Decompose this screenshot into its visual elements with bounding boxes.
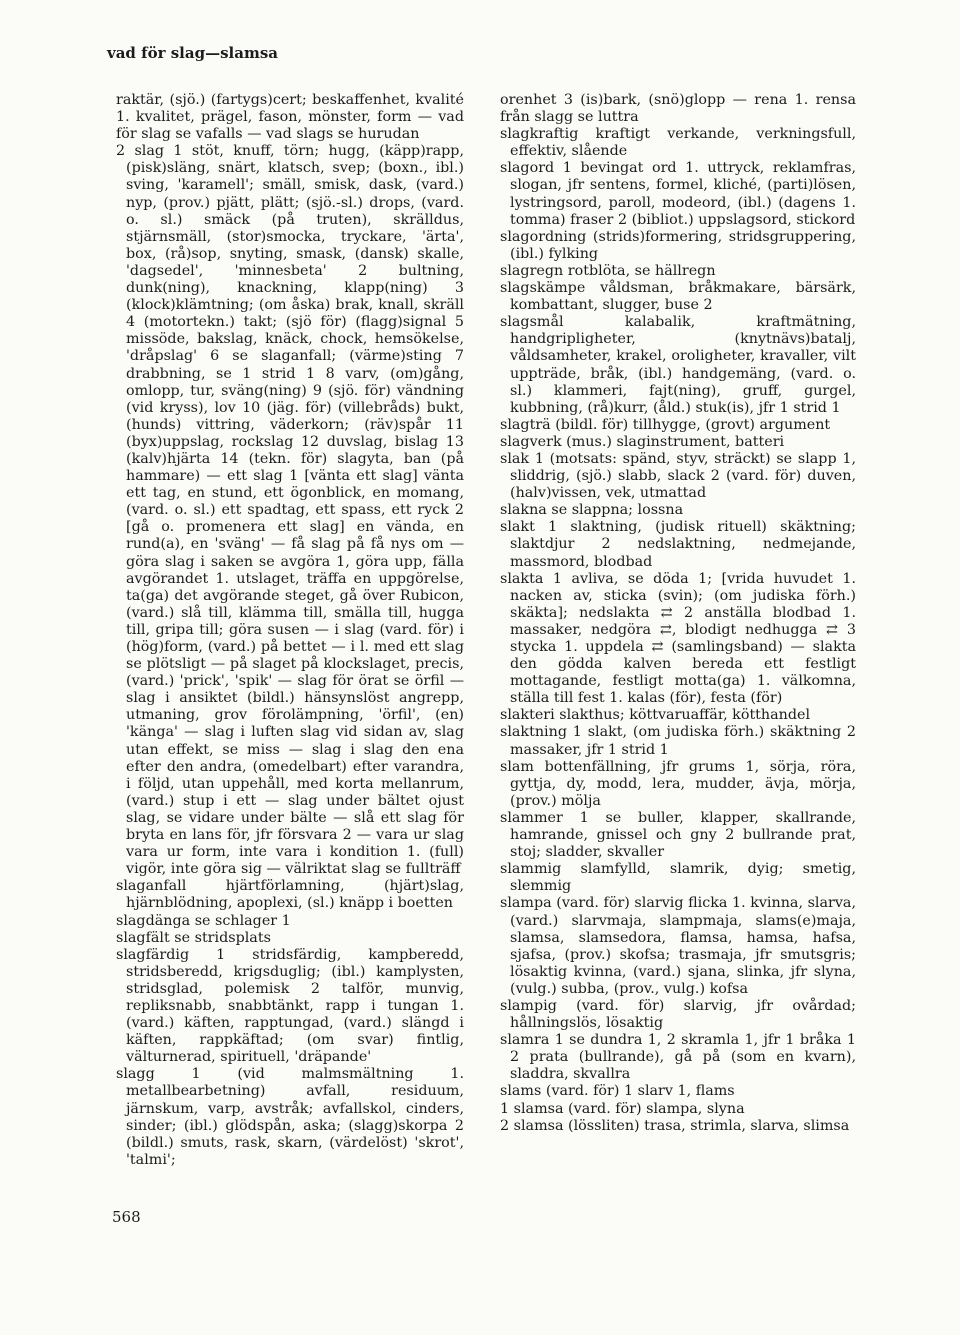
dictionary-entry: slamra 1 se dundra 1, 2 skramla 1, jfr 1 bråka 1 2 prata (bullrande), gå på (som en kvarn), sladdra, skvallra xyxy=(500,1032,856,1083)
running-head: vad för slag—slamsa xyxy=(107,44,278,62)
dictionary-entry: 2 slamsa (lössliten) trasa, strimla, slarva, slimsa xyxy=(500,1117,850,1134)
dictionary-entry: slampa (vard. för) slarvig flicka 1. kvinna, slarva, (vard.) slarvmaja, slampmaja, slams(e)maja, slamsa, slamsedora, flamsa, hamsa, hafsa, sjafsa, (prov.) skofsa; trasmaja, jfr smutsgris; lösaktig kvinna, (vard.) sjana, slinka, jfr slyna, (vulg.) subba, (prov., vulg.) kofsa xyxy=(500,895,856,997)
dictionary-entry: slakt 1 slaktning, (judisk rituell) skäktning; slaktdjur 2 nedslaktning, nedmejande, massmord, blodbad xyxy=(500,519,856,570)
dictionary-entry: orenhet 3 (is)bark, (snö)glopp — rena 1. rensa från slagg se luttra xyxy=(500,92,856,126)
dictionary-entry: slagregn rotblöta, se hällregn xyxy=(500,262,716,279)
right-column xyxy=(500,92,856,1135)
dictionary-entry: slakna se slappna; lossna xyxy=(500,502,684,519)
dictionary-entry: slaganfall hjärtförlamning, (hjärt)slag, hjärnblödning, apoplexi, (sl.) knäpp i boetten xyxy=(116,878,464,912)
dictionary-entry: slagskämpe våldsman, bråkmakare, bärsärk, kombattant, slugger, buse 2 xyxy=(500,280,856,314)
left-column xyxy=(116,92,464,1169)
dictionary-entry: slams (vard. för) 1 slarv 1, flams xyxy=(500,1083,735,1100)
dictionary-entry: slammer 1 se buller, klapper, skallrande, hamrande, gnissel och gny 2 bullrande prat, stoj; sladder, skvaller xyxy=(500,809,856,861)
dictionary-entry: slam bottenfällning, jfr grums 1, sörja, röra, gyttja, dy, modd, lera, mudder, ävja, mörja, (prov.) mölja xyxy=(500,758,856,809)
page-number: 568 xyxy=(112,1208,141,1226)
dictionary-entry: slagträ (bildl. för) tillhygge, (grovt) argument xyxy=(500,416,831,433)
dictionary-entry: slagverk (mus.) slaginstrument, batteri xyxy=(500,433,785,450)
dictionary-entry: slagordning (strids)formering, stridsgruppering, (ibl.) fylking xyxy=(500,228,856,262)
dictionary-entry: slak 1 (motsats: spänd, styv, sträckt) se slapp 1, sliddrig, (sjö.) slabb, slack 2 (vard. för) duven, (halv)vissen, vek, utmattad xyxy=(500,450,856,502)
dictionary-entry: slampig (vard. för) slarvig, jfr ovårdad; hållningslös, lösaktig xyxy=(500,997,856,1032)
dictionary-entry: slagfärdig 1 stridsfärdig, kampberedd, stridsberedd, krigsduglig; (ibl.) kamplysten, stridsglad, polemisk 2 talför, munvig, repliksnabb, snabbtänkt, rapp i tungan 1. (vard.) käften, rapptungad, (vard.) slängd i käften, rappkäftad; (om svar) fintlig, välturnerad, spirituell, 'dräpande' xyxy=(116,946,464,1066)
dictionary-entry: slakta 1 avliva, se döda 1; [vrida huvudet 1. nacken av, sticka (svin); (om judiska förh.) skäkta]; nedslakta ⇄ 2 anställa blodbad 1. massaker, nedgöra ⇄, blodigt nedhugga ⇄ 3 stycka 1. uppdela ⇄ (samlingsband) — slakta den gödda kalven bereda ett festligt mottagande, festligt motta(ga) 1. välkomna, ställa till fest 1. kalas (för), festa (för) xyxy=(500,570,856,707)
dictionary-entry: slagfält se stridsplats xyxy=(116,929,271,946)
dictionary-entry: slammig slamfylld, slamrik, dyig; smetig, slemmig xyxy=(500,861,856,895)
dictionary-entry: slaktning 1 slakt, (om judiska förh.) skäktning 2 massaker, jfr 1 strid 1 xyxy=(500,724,856,758)
dictionary-entry: 2 slag 1 stöt, knuff, törn; hugg, (käpp)rapp, (pisk)släng, snärt, klatsch, svep; (boxn., ibl.) sving, 'karamell'; smäll, smisk, dask, (vard.) nyp, (prov.) pjätt, plätt; (sjö.-sl.) drops, (vard. o. sl.) smäck (på truten), skrälldus, stjärnsmäll, (stor)smocka, tryckare, 'ärta', box, (rå)sop, snyting, smask, (dansk) skalle, 'dagsedel', 'minnesbeta' 2 bultning, dunk(ning), knackning, klapp(ning) 3 (klock)klämtning; (om åska) brak, knall, skräll 4 (motortekn.) takt; (sjö för) (flagg)signal 5 missöde, bakslag, knäck, chock, hemsökelse, 'dråpslag' 6 se slaganfall; (värme)sting 7 drabbning, se 1 strid 1 8 varv, (om)gång, omlopp, tur, sväng(ning) 9 (sjö. för) vändning (vid kryss), lov 10 (jäg. för) (villebråds) bukt, (hunds) vittring, väderkorn; (räv)spår 11 (byx)uppslag, rockslag 12 duvslag, bislag 13 (kalv)hjärta 14 (tekn. för) slagyta, ban (på hammare) — ett slag 1 [vänta ett slag] vänta ett tag, en stund, ett ögonblick, en momang, (vard. o. sl.) ett spadtag, ett spass, ett ryck 2 [gå o. promenera ett slag] en vända, en rund(a), en 'sväng' — få slag på få nys om — göra slag i saken se avgöra 1, göra upp, fälla avgörandet 1. utslaget, träffa en uppgörelse, ta(ga) det avgörande steget, gå över Rubicon, (vard.) slå till, klämma till, smälla till, hugga till, gripa till; göra susen — i slag (vard. för) i (hög)form, (vard.) på bettet — i l. med ett slag se plötsligt — på slaget på klockslaget, precis, (vard.) 'prick', 'spik' — slag för örat se örfil — slag i ansiktet (bildl.) hänsynslöst angrepp, utmaning, grov förolämpning, 'örfil', (en) 'känga' — slag i luften slag vid sidan av, slag utan effekt, se miss — slag i slag den ena efter den andra, (omedelbart) efter varandra, i följd, utan uppehåll, med korta mellanrum, (vard.) stup i ett — slag under bältet ojust slag, se vidare under bälte — slå ett slag för bryta en lans för, jfr försvara 2 — vara ur slag vara ur form, inte vara i kondition 1. (full) vigör, inte göra sig — välriktat slag se fullträff xyxy=(116,143,464,878)
dictionary-entry: slakteri slakthus; köttvaruaffär, kötthandel xyxy=(500,707,811,724)
dictionary-entry: slagsmål kalabalik, kraftmätning, handgripligheter, (knytnävs)batalj, våldsamheter, krakel, oroligheter, kravaller, vilt uppträde, bråk, (ibl.) handgemäng, (vard. o. sl.) klammeri, fajt(ning), gruff, gurgel, kubbning, (rå)kurr, (åld.) stuk(is), jfr 1 strid 1 xyxy=(500,314,856,416)
dictionary-entry: raktär, (sjö.) (fartygs)cert; beskaffenhet, kvalité 1. kvalitet, prägel, fason, mönster, form — vad för slag se vafalls — vad slags se hurudan xyxy=(116,92,464,143)
dictionary-entry: slagg 1 (vid malmsmältning 1. metallbearbetning) avfall, residuum, järnskum, varp, avstråk; avfallskol, cinders, sinder; (ibl.) glödspån, aska; (slagg)skorpa 2 (bildl.) smuts, rask, skarn, (värdelöst) 'skrot', 'talmi'; xyxy=(116,1066,464,1168)
dictionary-entry: 1 slamsa (vard. för) slampa, slyna xyxy=(500,1100,745,1117)
dictionary-entry: slagkraftig kraftigt verkande, verkningsfull, effektiv, slående xyxy=(500,126,856,160)
dictionary-entry: slagord 1 bevingat ord 1. uttryck, reklamfras, slogan, jfr sentens, formel, kliché, (parti)lösen, lystringsord, paroll, modeord, (ibl.) (dagens 1. tomma) fraser 2 (bibliot.) uppslagsord, stickord xyxy=(500,160,856,228)
dictionary-entry: slagdänga se schlager 1 xyxy=(116,912,291,929)
